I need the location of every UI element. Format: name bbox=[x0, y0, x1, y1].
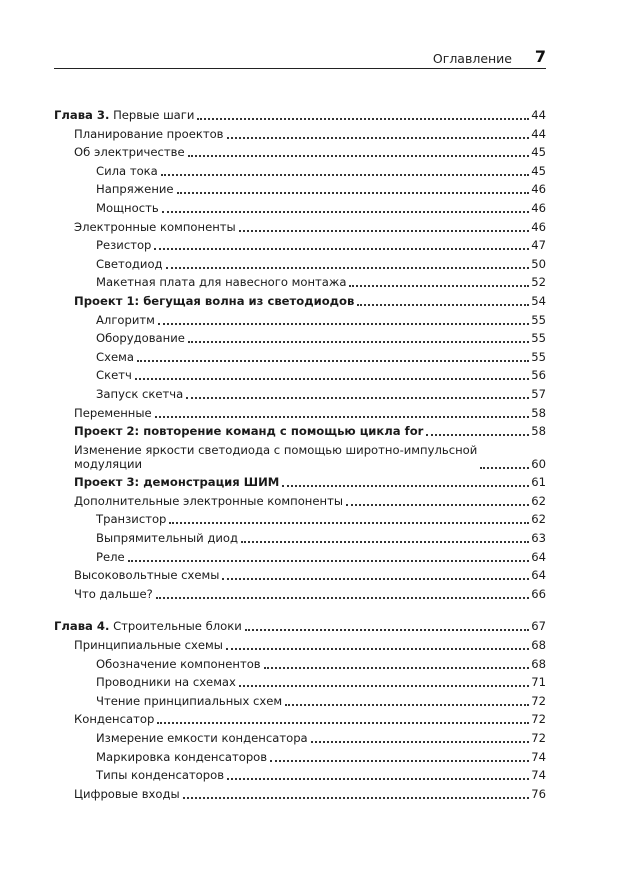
toc-entry[interactable] bbox=[54, 164, 546, 178]
toc-entry-title: Планирование проектов bbox=[74, 126, 224, 141]
toc-page-number: 47 bbox=[531, 238, 546, 253]
toc-page-number: 64 bbox=[531, 568, 546, 583]
toc-entry[interactable] bbox=[54, 145, 546, 159]
toc-page-number: 68 bbox=[531, 656, 546, 671]
toc-page-number: 57 bbox=[531, 386, 546, 401]
toc-entry[interactable] bbox=[54, 531, 546, 545]
toc-entry[interactable] bbox=[54, 201, 546, 215]
toc-entry-title: Цифровые входы bbox=[74, 786, 180, 801]
toc-entry[interactable] bbox=[54, 494, 546, 508]
dot-leader bbox=[227, 768, 529, 780]
toc-entry-title: Макетная плата для навесного монтажа bbox=[96, 275, 347, 290]
dot-leader bbox=[137, 350, 529, 362]
toc-entry-title: Схема bbox=[96, 349, 134, 364]
toc-entry-title: Маркировка конденсаторов bbox=[96, 749, 268, 764]
dot-leader bbox=[157, 712, 529, 724]
toc-entry-title: Транзистор bbox=[96, 512, 167, 527]
toc-entry[interactable] bbox=[54, 587, 546, 601]
toc-page-number: 54 bbox=[531, 293, 546, 308]
toc-project-entry[interactable] bbox=[54, 424, 546, 438]
toc-entry-title: Высоковольтные схемы bbox=[74, 568, 220, 583]
toc-page-number: 46 bbox=[531, 182, 546, 197]
dot-leader bbox=[285, 694, 529, 706]
toc-entry[interactable] bbox=[54, 675, 546, 689]
toc-page-number: 66 bbox=[531, 586, 546, 601]
dot-leader bbox=[162, 201, 530, 213]
toc-entry-title: Обозначение компонентов bbox=[96, 656, 261, 671]
dot-leader bbox=[222, 568, 529, 580]
toc-page-number: 74 bbox=[531, 768, 546, 783]
toc-entry[interactable] bbox=[54, 768, 546, 782]
toc-page-number: 74 bbox=[531, 749, 546, 764]
toc-page-number: 44 bbox=[531, 108, 546, 122]
toc-entry-title: Запуск скетча bbox=[96, 386, 184, 401]
chapter-label: Глава 3. bbox=[54, 108, 110, 122]
toc-entry[interactable] bbox=[54, 350, 546, 364]
toc-entry[interactable] bbox=[54, 712, 546, 726]
toc-entry-title: Об электричестве bbox=[74, 145, 185, 160]
toc-chapter-4[interactable] bbox=[54, 619, 546, 633]
toc-page-number: 72 bbox=[531, 693, 546, 708]
toc-chapter-3[interactable] bbox=[54, 108, 546, 122]
toc-entry[interactable] bbox=[54, 443, 546, 471]
toc-page-number: 46 bbox=[531, 200, 546, 215]
toc-entry-title: Проект 2: повторение команд с помощью цикла for bbox=[74, 424, 424, 439]
toc-entry-title: Напряжение bbox=[96, 182, 174, 197]
toc-page-number: 50 bbox=[531, 256, 546, 271]
toc-entry-title: Реле bbox=[96, 549, 125, 564]
toc-page-number: 55 bbox=[531, 312, 546, 327]
toc-entry[interactable] bbox=[54, 512, 546, 526]
toc-entry-title: Проект 1: бегущая волна из светодиодов bbox=[74, 293, 355, 308]
toc-page-number: 76 bbox=[531, 786, 546, 801]
toc-entry[interactable] bbox=[54, 731, 546, 745]
dot-leader bbox=[346, 494, 529, 506]
toc-entry-title-line1: Изменение яркости светодиода с помощью широтно-импульсной bbox=[74, 442, 478, 457]
toc-entry[interactable] bbox=[54, 657, 546, 671]
dot-leader bbox=[186, 387, 529, 399]
dot-leader bbox=[158, 313, 529, 325]
toc-entry-title: Измерение емкости конденсатора bbox=[96, 731, 308, 745]
toc-page-number: 61 bbox=[531, 475, 546, 490]
toc-page-number: 55 bbox=[531, 331, 546, 346]
toc-page-number: 68 bbox=[531, 638, 546, 653]
toc-entry[interactable] bbox=[54, 550, 546, 564]
toc-entry[interactable] bbox=[54, 406, 546, 420]
toc-entry-title-line2: модуляции bbox=[74, 456, 143, 471]
toc-page-number: 62 bbox=[531, 493, 546, 508]
dot-leader bbox=[154, 238, 529, 250]
dot-leader bbox=[264, 657, 530, 669]
chapter-title: Первые шаги bbox=[113, 108, 195, 122]
toc-page-number: 56 bbox=[531, 368, 546, 383]
toc-entry[interactable] bbox=[54, 220, 546, 234]
toc-entry[interactable] bbox=[54, 238, 546, 252]
dot-leader bbox=[169, 512, 529, 524]
dot-leader bbox=[156, 587, 529, 599]
toc-entry-title: Принципиальные схемы bbox=[74, 638, 223, 653]
page-number: 7 bbox=[534, 47, 546, 66]
toc-page-number: 55 bbox=[531, 349, 546, 364]
toc-page-number: 45 bbox=[531, 163, 546, 178]
toc-page-number: 52 bbox=[531, 275, 546, 290]
toc-page-number: 58 bbox=[531, 405, 546, 420]
toc-page-number: 60 bbox=[531, 456, 546, 471]
toc-entry-title: Оборудование bbox=[96, 331, 185, 346]
toc-entry-title: Дополнительные электронные компоненты bbox=[74, 493, 343, 508]
dot-leader bbox=[239, 220, 530, 232]
toc-entry-title: Алгоритм bbox=[96, 312, 155, 327]
dot-leader bbox=[270, 750, 529, 762]
toc-page-number: 72 bbox=[531, 712, 546, 727]
toc-entry-title: Переменные bbox=[74, 405, 152, 420]
dot-leader bbox=[349, 275, 529, 287]
page-header bbox=[54, 48, 546, 69]
dot-leader bbox=[239, 675, 529, 687]
toc-page-number: 62 bbox=[531, 512, 546, 527]
dot-leader bbox=[177, 182, 530, 194]
toc-entry-title: Типы конденсаторов bbox=[96, 768, 225, 783]
toc-page-number: 63 bbox=[531, 531, 546, 546]
toc-entry[interactable] bbox=[54, 568, 546, 582]
chapter-label: Глава 4. bbox=[54, 619, 110, 634]
toc-entry[interactable] bbox=[54, 750, 546, 764]
toc-entry-title: Электронные компоненты bbox=[74, 219, 236, 234]
toc-entry[interactable] bbox=[54, 368, 546, 382]
dot-leader bbox=[227, 127, 530, 139]
toc-entry[interactable] bbox=[54, 694, 546, 708]
running-header-title: Оглавление bbox=[432, 51, 512, 66]
dot-leader bbox=[183, 787, 530, 799]
dot-leader bbox=[282, 475, 529, 487]
toc-entry-title: Проект 3: демонстрация ШИМ bbox=[74, 475, 280, 490]
toc-entry-title: Мощность bbox=[96, 200, 159, 215]
toc-page-number: 46 bbox=[531, 219, 546, 234]
toc-entry[interactable] bbox=[54, 787, 546, 801]
chapter-title: Строительные блоки bbox=[113, 619, 242, 634]
toc-page-number: 72 bbox=[531, 731, 546, 745]
dot-leader bbox=[226, 638, 529, 650]
dot-leader bbox=[155, 406, 530, 418]
dot-leader bbox=[128, 550, 530, 562]
toc-entry-title: Чтение принципиальных схем bbox=[96, 693, 283, 708]
toc-page-number: 67 bbox=[531, 619, 546, 634]
dot-leader bbox=[357, 294, 529, 306]
toc-page-number: 45 bbox=[531, 145, 546, 160]
dot-leader bbox=[197, 108, 529, 120]
toc-page-number: 71 bbox=[531, 675, 546, 690]
dot-leader bbox=[241, 531, 529, 543]
toc-page-number: 44 bbox=[531, 126, 546, 141]
toc-entry[interactable] bbox=[54, 257, 546, 271]
toc-project-entry[interactable] bbox=[54, 475, 546, 489]
toc-page-number: 58 bbox=[531, 424, 546, 439]
dot-leader bbox=[188, 331, 529, 343]
dot-leader bbox=[135, 368, 529, 380]
dot-leader bbox=[426, 424, 529, 436]
toc-entry-title: Конденсатор bbox=[74, 712, 155, 727]
dot-leader bbox=[188, 145, 530, 157]
dot-leader bbox=[311, 731, 530, 743]
toc-entry[interactable] bbox=[54, 331, 546, 345]
toc-entry[interactable] bbox=[54, 275, 546, 289]
dot-leader bbox=[480, 457, 529, 469]
toc-entry[interactable] bbox=[54, 182, 546, 196]
toc-entry-title: Выпрямительный диод bbox=[96, 531, 239, 546]
toc-entry[interactable] bbox=[54, 313, 546, 327]
toc-entry-title: Резистор bbox=[96, 238, 152, 253]
toc-entry-title: Скетч bbox=[96, 368, 132, 383]
dot-leader bbox=[166, 257, 530, 269]
toc-entry-title: Проводники на схемах bbox=[96, 675, 236, 690]
toc-project-entry[interactable] bbox=[54, 294, 546, 308]
toc-entry-title: Что дальше? bbox=[74, 586, 153, 601]
toc-page-number: 64 bbox=[531, 549, 546, 564]
toc-entry[interactable] bbox=[54, 387, 546, 401]
toc-entry-title: Сила тока bbox=[96, 163, 158, 178]
dot-leader bbox=[245, 619, 529, 631]
toc-entry[interactable] bbox=[54, 638, 546, 652]
table-of-contents bbox=[54, 108, 546, 805]
dot-leader bbox=[161, 164, 529, 176]
toc-entry-title: Светодиод bbox=[96, 256, 163, 271]
toc-entry[interactable] bbox=[54, 127, 546, 141]
chapter-spacer bbox=[54, 605, 546, 619]
